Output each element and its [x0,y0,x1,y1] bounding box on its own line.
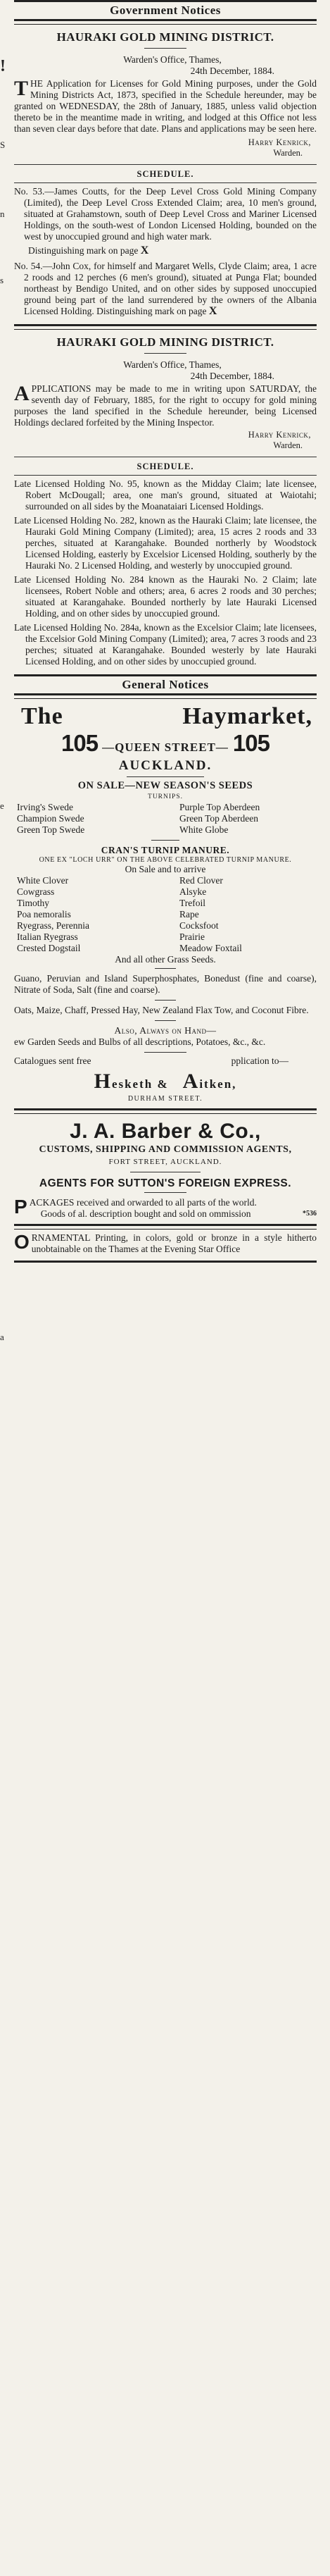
notice-text: HE Application for Licenses for Gold Mining purposes, under the Gold Mining Districts Act, 1873, specified in the Schedule hereunder, may be granted on WEDNESDAY, the 28th of January, 1885, unless valid objection thereto be in the meantime made in writing, and lodged at this Office not less than seven clear days before that date. Plans and applications may be seen here. [14,78,317,134]
signer: Harry Kenrick, [248,137,311,147]
seed-item: Cowgrass [17,886,55,897]
manure-line: On Sale and to arrive [125,864,206,874]
packages-body: ACKAGES received and orwarded to all parts of the world. [29,1197,257,1208]
manure-heading: CRAN'S TURNIP MANURE. [101,845,230,855]
notice-title: HAURAKI GOLD MINING DISTRICT. [56,30,274,44]
goods-body: Goods of al. description bought and sold on ommission [40,1208,251,1219]
divider [155,968,176,969]
distinguishing-mark [14,245,317,256]
seed-item: Champion Swede [17,813,84,824]
garden-seeds: ew Garden Seeds and Bulbs of all descriptions, Potatoes, &c., &c. [14,1036,266,1047]
barber-description: CUSTOMS, SHIPPING AND COMMISSION AGENTS, [39,1144,292,1155]
bottom-rule [14,1261,317,1263]
drop-cap: T [14,77,29,100]
oats-line: Oats, Maize, Chaff, Pressed Hay, New Zealand Flax Tow, and Coconut Fibre. [14,1005,309,1015]
barber-name: J. A. Barber & Co., [70,1120,261,1143]
street-name: —QUEEN STREET— [102,741,229,754]
rule [14,19,317,25]
rule [14,1108,317,1114]
catalogues-text: Catalogues sent free [14,1055,91,1066]
mark-label: Distinguishing mark on page [28,245,139,256]
always-on-hand: Also, Always on Hand— [114,1025,217,1036]
barber-address: FORT STREET, AUCKLAND. [108,1158,222,1166]
seed-item: Irving's Swede [17,802,74,812]
schedule-entry: Late Licensed Holding No. 284a, known as the Excelsior Claim; late licensees, the Excelsior Gold Mining Company (Limited); area, 7 acres 3 roods and 23 perches; situated at Karangahake. Bounded westerly by late Hauraki Licensed Holding, and on other sides by unoccupied ground. [14,622,317,667]
firm-text: itken, [199,1077,237,1091]
firm-text: esketh & [111,1077,169,1091]
newspaper-column [14,0,317,2576]
divider [144,48,186,49]
notice-text: PPLICATIONS may be made to me in writing upon SATURDAY, the seventh day of February, 1885, for the right to occupy for gold mining purposes the land specified in the Schedule hereunder, being Licensed Holdings declared forfeited by the Mining Inspector. [14,383,317,428]
agents-line: AGENTS FOR SUTTON'S FOREIGN EXPRESS. [39,1177,292,1189]
signer-role: Warden. [273,148,303,158]
seed-item: Timothy [17,898,50,908]
notice-body [14,383,317,428]
signer: Harry Kenrick, [248,430,311,440]
margin-fragment: S [0,140,6,150]
drop-cap: O [14,1231,30,1253]
seed-item: Green Top Swede [17,824,85,835]
seed-item: Rape [179,909,199,919]
margin-fragment: e [0,800,4,811]
divider [144,1192,186,1193]
haymarket-name: Haymarket, [182,703,312,729]
seed-item: Alsyke [179,886,207,897]
street-number: 105 [61,730,99,756]
seed-item: Trefoil [179,898,206,908]
divider [144,1052,186,1053]
haymarket-address [14,730,317,757]
divider [127,776,204,777]
divider [155,1000,176,1001]
signer-role: Warden. [273,440,303,450]
goods-text [14,1208,317,1220]
margin-fragment: s [0,275,4,285]
divider [144,353,186,354]
haymarket-the: The [21,703,63,729]
on-sale-heading: ON SALE—NEW SEASON'S SEEDS [77,780,253,791]
seed-item: Purple Top Aberdeen [179,802,260,812]
printing-text [14,1232,317,1255]
schedule-entry [14,186,317,242]
street-number: 105 [232,730,269,756]
turnip-seed-list [14,802,317,836]
entry-text: No. 53.—James Coutts, for the Deep Level Cross Gold Mining Company (Limited), the Deep Level Cross Extended Claim; area, 10 men's ground, situated at Grahamstown, south of Deep Level Cross and Mariner Licensed Holdings, on the south-west of London Licensed Holding, bounded on the west by unoccupied ground and high water mark. [14,186,317,242]
ad-haymarket [14,699,317,1103]
application-text: pplication to— [231,1055,288,1066]
ad-code: *536 [303,1210,317,1218]
divider [14,182,317,183]
entry-text: No. 54.—John Cox, for himself and Margaret Wells, Clyde Claim; area, 1 acre 2 roods and 12 perches (6 men's ground), situated at Punga Flat; bounded northeast by Bendigo United, and on other sides by supposed unoccupied ground being part of the land surrendered by the owners of the Albania Licensed Holding. Distinguishing mark on page [14,261,317,316]
printing-body: RNAMENTAL Printing, in colors, gold or bronze in a style hitherto unobtainable on the Thames at the Evening Star Office [31,1232,317,1254]
manure-subheading: ONE EX "LOCH URR" ON THE ABOVE CELEBRATED TURNIP MANURE. [39,856,292,864]
seed-item: Crested Dogstail [17,943,81,953]
guano-line: Guano, Peruvian and Island Superphosphates, Bonedust (fine and coarse), Nitrate of Soda, Salt (fine and coarse). [14,973,317,995]
firm-initial: A [182,1070,200,1093]
schedule-entry [14,261,317,317]
turnips-heading: TURNIPS. [148,793,183,800]
date-line: 24th December, 1884. [190,371,274,381]
schedule-entry: Late Licensed Holding No. 284 known as the Hauraki No. 2 Claim; late licensees, Robert Noble and others; area, 6 acres 2 roods and 30 perches; situated at Karangahake. Bounded northerly by late Hauraki Licensed Holding, and on other sides by unoccupied ground. [14,574,317,619]
section-header-government: Government Notices [110,4,221,17]
notice-forfeited-holdings [14,335,317,667]
rule [14,693,317,699]
seed-item: Poa nemoralis [17,909,71,919]
ad-barber [14,1120,317,1220]
firm-name [14,1070,317,1094]
seed-item: White Clover [17,875,69,886]
seed-item: Meadow Foxtail [179,943,242,953]
notice-gold-licenses [14,30,317,317]
firm-address: DURHAM STREET. [127,1095,203,1103]
divider [14,164,317,165]
rule [14,324,317,330]
grass-seed-list [14,875,317,954]
notice-title: HAURAKI GOLD MINING DISTRICT. [56,335,274,349]
schedule-entry: Late Licensed Holding No. 95, known as the Midday Claim; late licensee, Robert McDougall; area, one man's ground, situated at Waiotahi; surrounded on all sides by the Moanataiari Licensed Holdings. [14,478,317,512]
schedule-heading: SCHEDULE. [137,462,194,471]
notice-body [14,78,317,135]
margin-fragment: a [0,1332,4,1342]
haymarket-city: AUCKLAND. [118,758,212,773]
seed-item: Cocksfoot [179,920,219,931]
ad-printing [14,1232,317,1255]
margin-fragment: ! [0,57,6,75]
margin-fragment: n [0,209,5,219]
seed-item: Italian Ryegrass [17,931,78,942]
mark-x: X [208,305,217,317]
date-line: 24th December, 1884. [190,66,274,76]
seed-item: Ryegrass, Perennia [17,920,89,931]
seed-item: Red Clover [179,875,223,886]
schedule-entry: Late Licensed Holding No. 282, known as the Hauraki Claim; late licensee, the Hauraki Gold Mining Company (Limited); area, 15 acres 2 roods and 33 perches, situated at Karangahake. Bounded northerly by Woodstock Licensed Holding, easterly by Excelsior Licensed Holding, southerly by the Hauraki No. 2 Licensed Holding, and westerly by unoccupied ground. [14,515,317,571]
firm-initial: H [94,1070,112,1093]
office-line: Warden's Office, Thames, [123,54,222,65]
grass-end: And all other Grass Seeds. [115,954,216,965]
mark-x: X [140,244,149,256]
seed-item: Green Top Aberdeen [179,813,259,824]
divider [14,475,317,476]
rule [14,1224,317,1230]
seed-item: Prairie [179,931,205,942]
office-line: Warden's Office, Thames, [123,359,222,370]
divider [151,840,179,841]
seed-item: White Globe [179,824,229,835]
haymarket-masthead [14,699,317,730]
divider [155,1020,176,1021]
catalogues-line [14,1055,317,1067]
drop-cap: A [14,382,30,405]
section-header-general: General Notices [122,678,209,691]
schedule-heading: SCHEDULE. [137,169,194,179]
drop-cap: P [14,1196,27,1218]
